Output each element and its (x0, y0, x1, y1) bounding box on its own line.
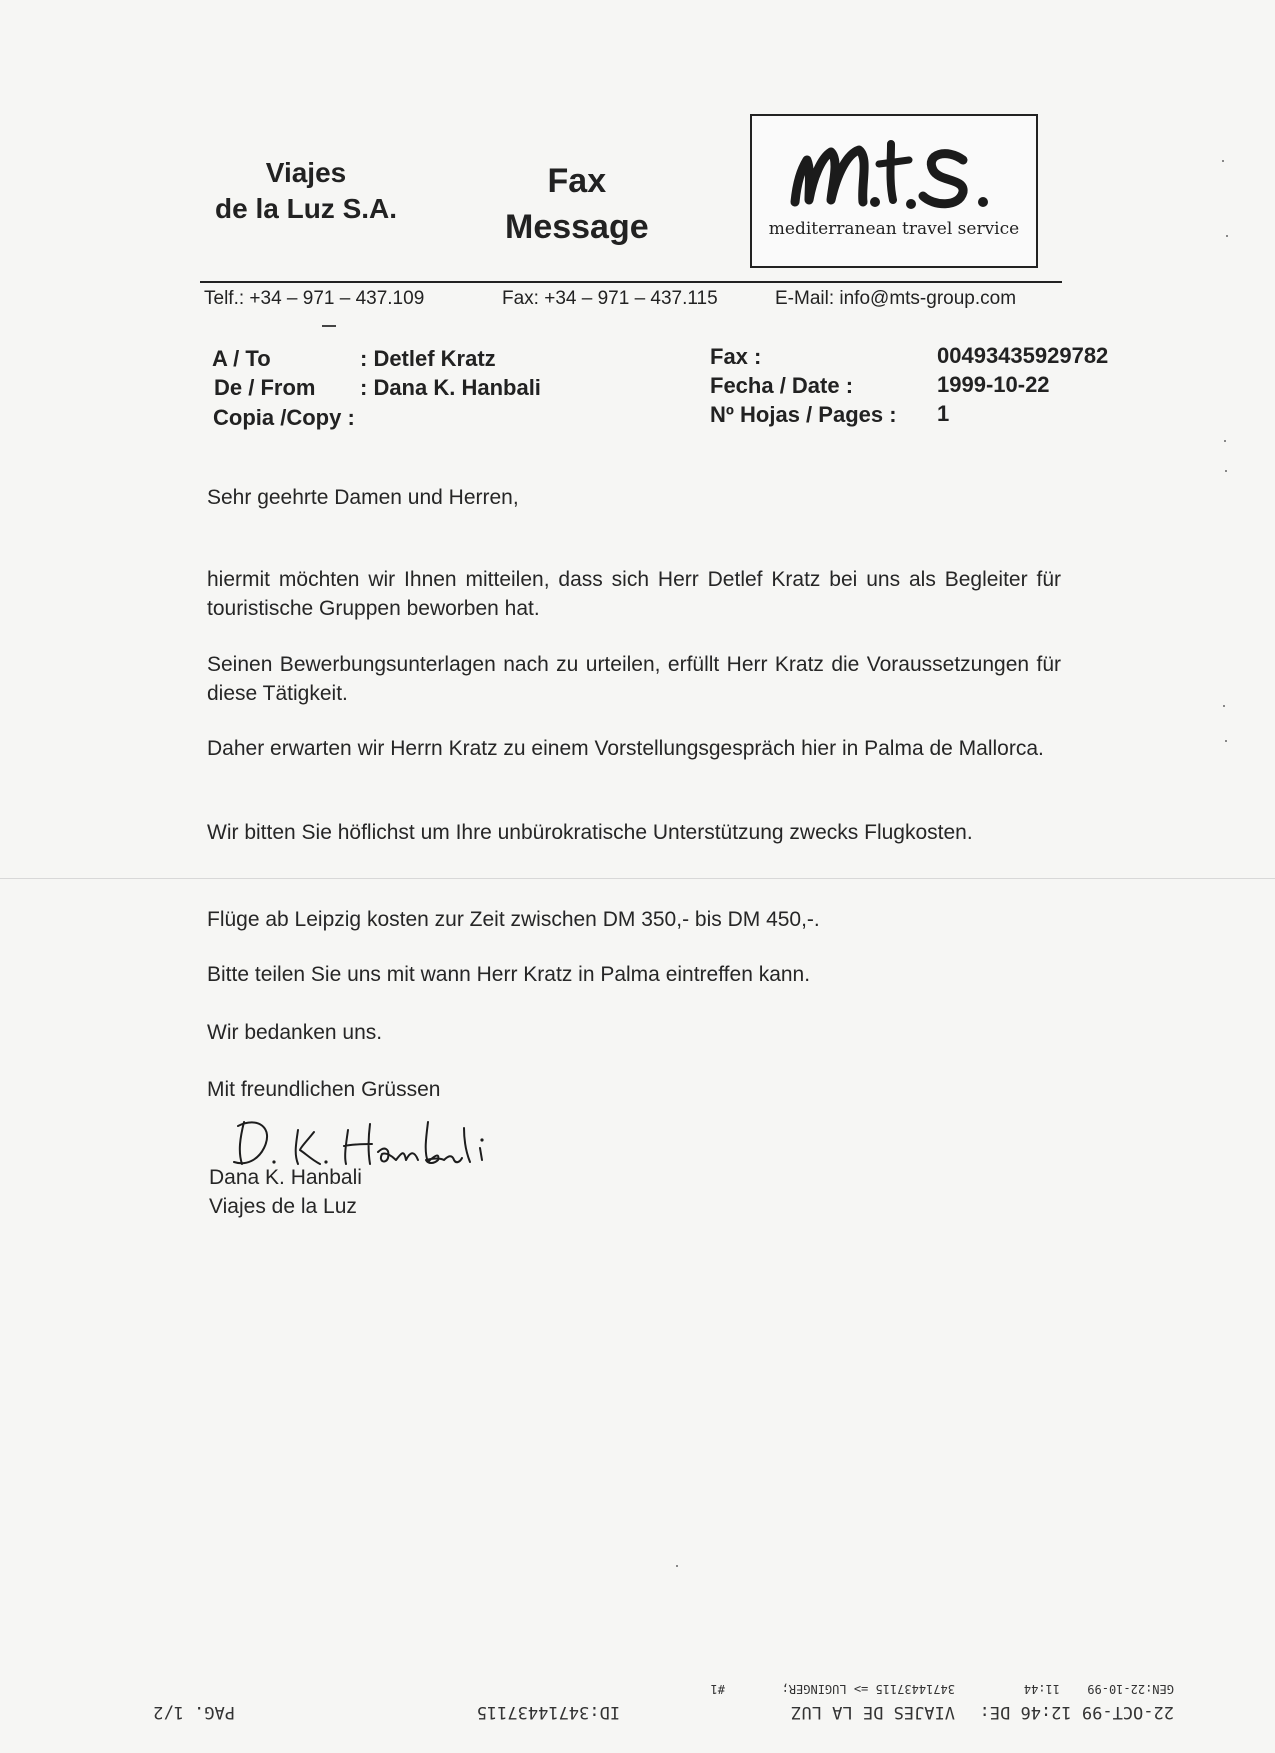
date-label: Fecha / Date : (710, 373, 854, 398)
fax-tx-time: 11:44 (1023, 1682, 1060, 1696)
fax-sender: VIAJES DE LA LUZ (791, 1702, 955, 1722)
to-label: A / To (212, 346, 271, 371)
scan-speck (1223, 705, 1225, 707)
fax-label: Fax : (710, 344, 762, 369)
mts-logo-mark (787, 130, 1007, 222)
body-paragraph-7: Wir bedanken uns. (207, 1021, 383, 1044)
document-title-line2: Message (505, 208, 649, 246)
document-title (505, 158, 649, 250)
closing: Mit freundlichen Grüssen (207, 1078, 441, 1101)
body-paragraph-5: Flüge ab Leipzig kosten zur Zeit zwischen DM 350,- bis DM 450,-. (207, 908, 820, 931)
fax-page-number: PAG. 1/2 (153, 1702, 235, 1722)
body-paragraph-1: hiermit möchten wir Ihnen mitteilen, dass sich Herr Detlef Kratz bei uns als Begleiter für touristische Gruppen beworben hat. (207, 568, 1061, 620)
fax-tx-date: GEN:22-10-99 (1087, 1682, 1174, 1696)
signer-company: Viajes de la Luz (209, 1195, 357, 1218)
fax-tx-route: 34714437115 => LUGINGER; (781, 1682, 955, 1696)
header-rule-mark (322, 325, 336, 327)
signature-block (209, 1163, 362, 1221)
company-logo (750, 114, 1038, 268)
signer-name: Dana K. Hanbali (209, 1166, 362, 1189)
fax-tx-number: #1 (710, 1682, 725, 1696)
company-name-line2: de la Luz S.A. (215, 193, 398, 224)
scan-speck (1222, 160, 1224, 162)
from-value: : Dana K. Hanbali (360, 375, 541, 400)
salutation: Sehr geehrte Damen und Herren, (207, 486, 519, 509)
paper-fold-line (0, 878, 1275, 879)
scan-speck (1224, 440, 1226, 442)
pages-label: Nº Hojas / Pages : (710, 402, 897, 427)
scan-speck (676, 1565, 678, 1567)
body-paragraph-2: Seinen Bewerbungsunterlagen nach zu urteilen, erfüllt Herr Kratz die Voraussetzungen für diese Tätigkeit. (207, 653, 1061, 705)
pages-value: 1 (937, 401, 950, 426)
scan-speck (1225, 740, 1227, 742)
logo-tagline: mediterranean travel service (768, 219, 1020, 239)
document-title-line1: Fax (547, 162, 607, 200)
scan-speck (1226, 235, 1228, 237)
contact-email: E-Mail: info@mts-group.com (775, 288, 1017, 309)
company-name-line1: Viajes (265, 157, 347, 188)
from-label: De / From (214, 375, 316, 400)
fax-transmission-header (50, 1672, 1180, 1722)
company-name (215, 155, 397, 227)
scan-speck (1225, 470, 1227, 472)
fax-timestamp: 22-OCT-99 12:46 DE: (979, 1702, 1174, 1722)
contact-fax: Fax: +34 – 971 – 437.115 (502, 288, 718, 309)
body-paragraph-4: Wir bitten Sie höflichst um Ihre unbürokratische Unterstützung zwecks Flugkosten. (207, 821, 973, 844)
date-value: 1999-10-22 (937, 372, 1050, 397)
body-paragraph-6: Bitte teilen Sie uns mit wann Herr Kratz in Palma eintreffen kann. (207, 963, 811, 986)
contact-phone: Telf.: +34 – 971 – 437.109 (204, 288, 425, 309)
to-value: : Detlef Kratz (360, 346, 496, 371)
body-paragraph-3: Daher erwarten wir Herrn Kratz zu einem Vorstellungsgespräch hier in Palma de Mallorca. (207, 737, 1044, 760)
copy-label: Copia /Copy : (213, 405, 355, 430)
fax-number: 00493435929782 (937, 343, 1109, 368)
header-rule (200, 281, 1062, 283)
fax-sender-id: ID:34714437115 (476, 1702, 620, 1722)
